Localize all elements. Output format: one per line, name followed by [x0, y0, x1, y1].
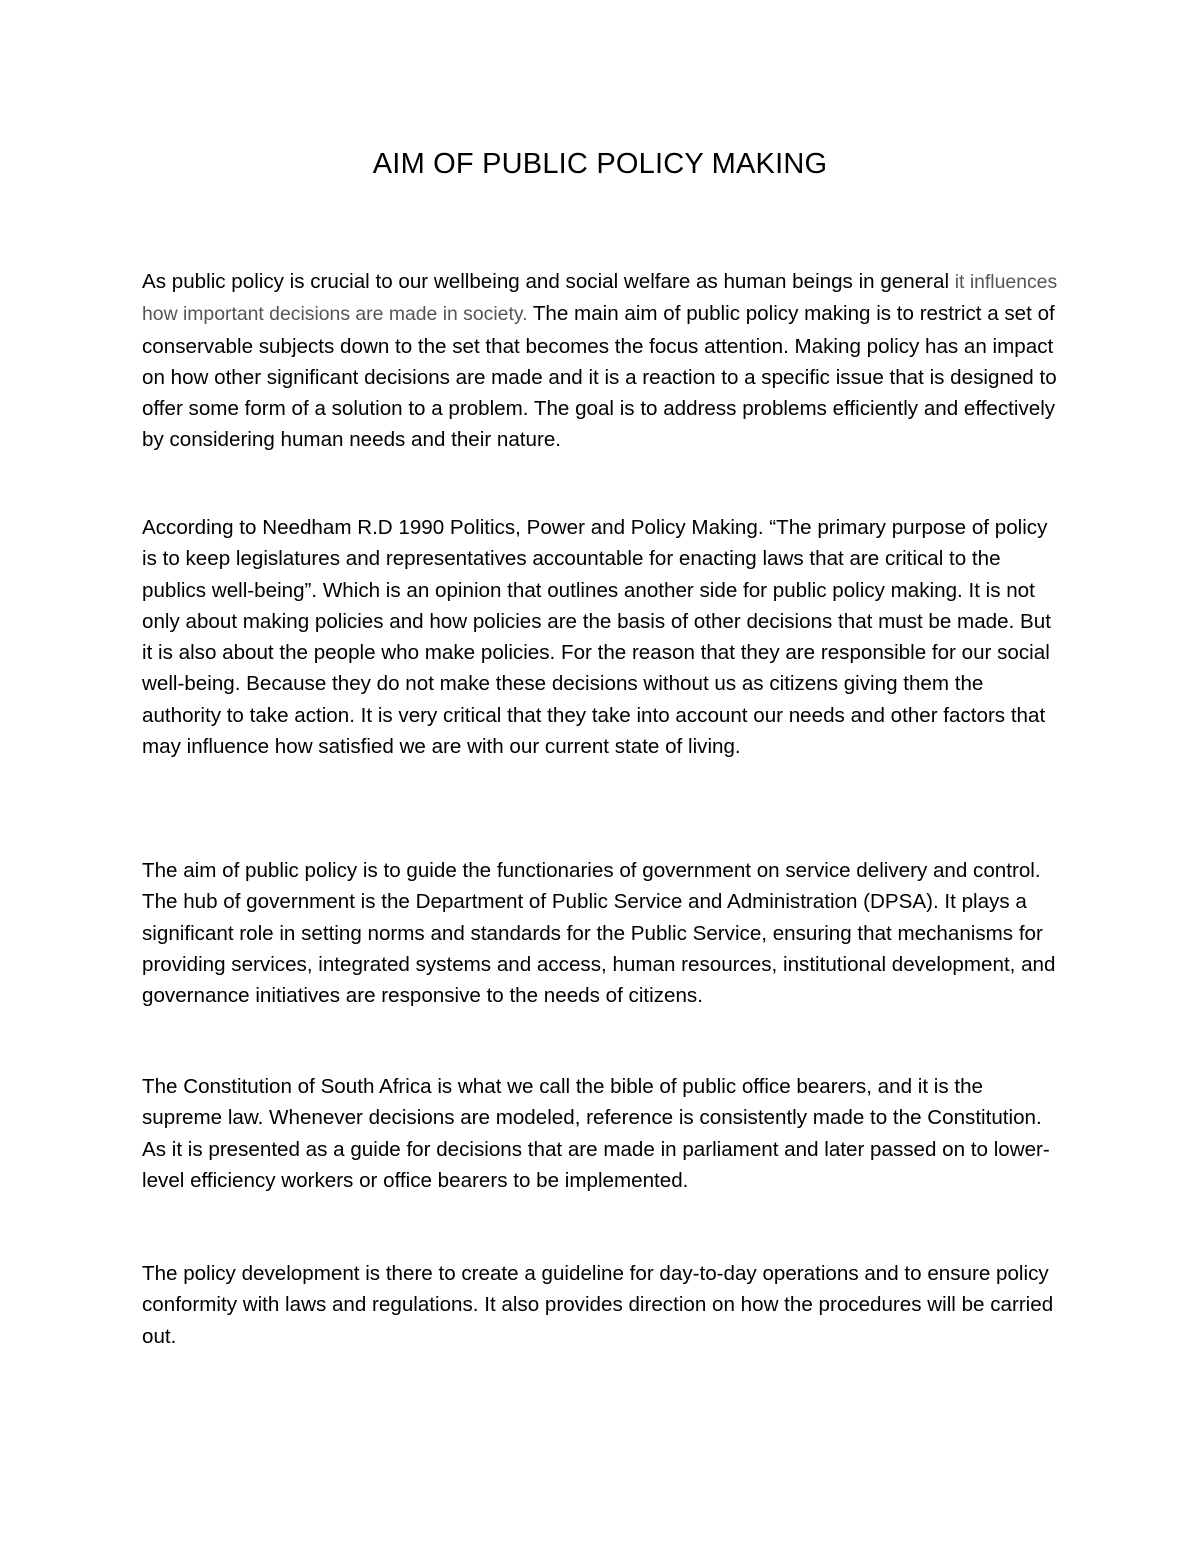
- paragraph-4: The Constitution of South Africa is what we call the bible of public office bearers, and it is the supreme law. Whenever decisions are modeled, reference is consistently made to the Constitution. As it is presented as a guide for decisions that are made in parliament and later passed on to lower-level efficiency workers or office bearers to be implemented.: [142, 1075, 1050, 1192]
- paragraph-5: The policy development is there to create a guideline for day-to-day operations and to ensure policy conformity with laws and regulations. It also provides direction on how the procedures will be carried out.: [142, 1262, 1054, 1348]
- paragraph-1: [142, 266, 1062, 456]
- paragraph-3: The aim of public policy is to guide the functionaries of government on service delivery and control. The hub of government is the Department of Public Service and Administration (DPSA). It plays a significant role in setting norms and standards for the Public Service, ensuring that mechanisms for providing services, integrated systems and access, human resources, institutional development, and governance initiatives are responsive to the needs of citizens.: [142, 859, 1056, 1008]
- paragraph-1-part-2: it influences how important decisions are made in society.: [142, 271, 1058, 326]
- paragraph-1-part-3: The main aim of public policy making is to restrict a set of conservable subjects down to the set that becomes the focus attention. Making policy has an impact on how other significant decisions are made and it is a reaction to a specific issue that is designed to offer some form of a solution to a problem. The goal is to address problems efficiently and effectively by considering human needs and their nature.: [142, 302, 1057, 452]
- paragraph-1-part-1: As public policy is crucial to our wellbeing and social welfare as human beings in general: [142, 270, 955, 293]
- page-title: AIM OF PUBLIC POLICY MAKING: [372, 148, 828, 180]
- paragraph-2: According to Needham R.D 1990 Politics, Power and Policy Making. “The primary purpose of policy is to keep legislatures and representatives accountable for enacting laws that are critical to the publics well-being”. Which is an opinion that outlines another side for public policy making. It is not only about making policies and how policies are the basis of other decisions that must be made. But it is also about the people who make policies. For the reason that they are responsible for our social well-being. Because they do not make these decisions without us as citizens giving them the authority to take action. It is very critical that they take into account our needs and other factors that may influence how satisfied we are with our current state of living.: [142, 516, 1051, 759]
